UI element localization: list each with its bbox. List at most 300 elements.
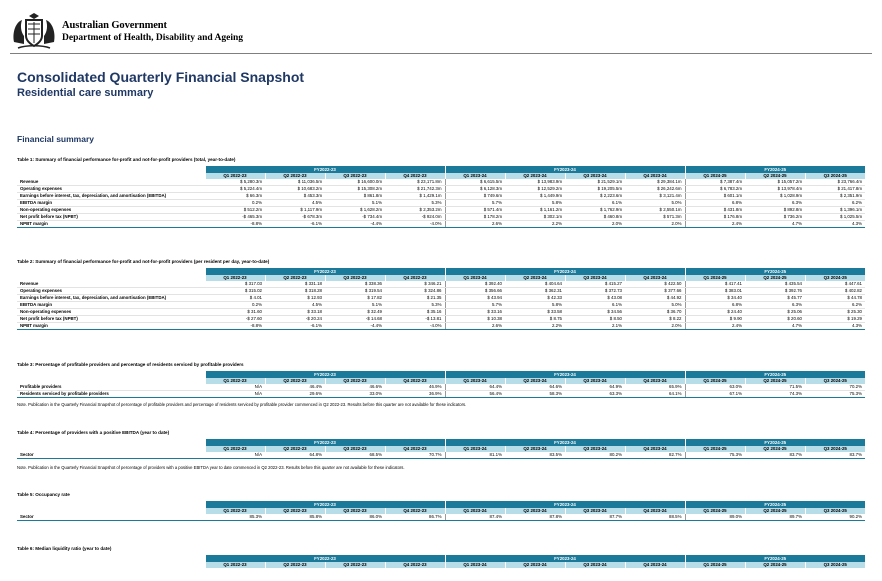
table-cell: $ 5,280.3m [205,179,265,186]
table-cell: 75.3% [685,452,745,459]
table-cell: -$ 13.81 [385,316,445,323]
table-cell: 6.1% [565,302,625,309]
table-cell: $ 1,396.1m [805,207,865,214]
table-cell: $ 377.66 [625,288,685,295]
table-cell: -8.8% [205,323,265,330]
table-2 [17,268,865,330]
quarter-header: Q3 2022-23 [325,275,385,281]
table-cell: 85.3% [205,514,265,521]
table-cell: 4.7% [745,323,805,330]
table-cell: $ 571.4m [445,207,505,214]
table-cell: $ 404.64 [505,281,565,288]
fiscal-year-header: FY2024-25 [685,501,865,508]
quarter-header: Q3 2023-24 [565,275,625,281]
quarter-header: Q1 2023-24 [445,446,505,452]
table-cell: $ 362.31 [505,288,565,295]
table-cell: $ 356.66 [445,288,505,295]
row-label: Earnings before interest, tax, depreciation, and amortisation (EBITDA) [17,295,205,302]
table-row [17,452,865,459]
table-cell: $ 11,036.5m [265,179,325,186]
fiscal-year-header: FY2022-23 [205,501,445,508]
quarter-header: Q1 2022-23 [205,275,265,281]
table-cell: $ 302.1m [505,214,565,221]
table-cell: $ 4.01 [205,295,265,302]
table-cell: -6.1% [265,323,325,330]
table-2-caption: Table 2: Summary of financial performance for-profit and not-for-profit providers (per resident per day, year-to-date) [17,259,270,264]
table-cell: $ 43.08 [565,295,625,302]
quarter-header: Q2 2024-25 [745,446,805,452]
table-cell: -$ 27.60 [205,316,265,323]
table-cell: $ 16,600.0m [325,179,385,186]
header-divider [10,53,872,54]
table-cell: 86.7% [385,514,445,521]
quarter-header: Q2 2023-24 [505,275,565,281]
quarter-header: Q1 2022-23 [205,562,265,568]
table-cell: 2.4% [685,323,745,330]
table-cell: -4.4% [325,221,385,228]
table-4 [17,439,865,459]
row-label: Non-operating expenses [17,309,205,316]
table-cell: $ 2,353.2m [385,207,445,214]
table-row [17,316,865,323]
table-cell: 88.5% [625,514,685,521]
table-cell: $ 33.16 [445,309,505,316]
quarter-header: Q4 2023-24 [625,562,685,568]
table-cell: 87.8% [505,514,565,521]
table-cell: 81.1% [445,452,505,459]
table-cell: N/A [205,384,265,391]
department-name: Department of Health, Disability and Ageing [62,33,244,43]
quarter-header: Q3 2023-24 [565,446,625,452]
row-label: Residents serviced by profitable providers [17,391,205,398]
table-cell: 63.3% [565,391,625,398]
page-title: Consolidated Quarterly Financial Snapshot [17,69,305,85]
page-subtitle: Residential care summary [17,87,154,99]
quarter-header: Q2 2023-24 [505,446,565,452]
row-label: Net profit before tax (NPBT) [17,214,205,221]
table-cell: $ 417.41 [685,281,745,288]
table-cell: $ 8.75 [505,316,565,323]
quarter-header: Q2 2022-23 [265,508,325,514]
table-cell: 6.8% [685,302,745,309]
government-name: Australian Government [62,20,167,31]
table-cell: 63.0% [685,384,745,391]
fiscal-year-header: FY2023-24 [445,439,685,446]
fiscal-year-header: FY2023-24 [445,501,685,508]
fiscal-year-header: FY2024-25 [685,268,865,275]
table-cell: 80.2% [565,452,625,459]
table-cell: -8.8% [205,221,265,228]
quarter-header: Q1 2023-24 [445,173,505,179]
table-cell: 5.0% [625,200,685,207]
row-label: Operating expenses [17,288,205,295]
table-cell: $ 176.8m [685,214,745,221]
quarter-header: Q2 2022-23 [265,173,325,179]
table-row [17,214,865,221]
table-cell: $ 10,683.2m [265,186,325,193]
table-cell: $ 8.50 [565,316,625,323]
table-cell: 36.9% [385,391,445,398]
table-3-note: Note. Publication in the Quarterly Financial Snapshot of percentage of profitable providers and percentage of residents serviced by profitable provider commenced in Q2 2022-23. Results before this quarter are not available for these indicators. [17,402,467,407]
table-cell: 56.4% [445,391,505,398]
quarter-header: Q4 2023-24 [625,378,685,384]
table-cell: 6.3% [745,200,805,207]
table-cell: 85.8% [265,514,325,521]
table-cell: 86.0% [325,514,385,521]
fiscal-year-header: FY2022-23 [205,555,445,562]
table-cell: $ 1,762.9m [565,207,625,214]
table-cell: $ 32.49 [325,309,385,316]
table-cell: $ 42.33 [505,295,565,302]
table-cell: $ 35.16 [385,309,445,316]
table-cell: $ 460.8m [565,214,625,221]
fiscal-year-header: FY2023-24 [445,268,685,275]
table-5 [17,501,865,521]
table-cell: $ 36.70 [625,309,685,316]
fiscal-year-header: FY2023-24 [445,371,685,378]
quarter-header: Q1 2022-23 [205,508,265,514]
fiscal-year-header: FY2023-24 [445,166,685,173]
table-cell: 5.3% [385,302,445,309]
table-cell: $ 26,242.6m [625,186,685,193]
table-cell: $ 33.58 [505,309,565,316]
table-cell: 64.1% [625,391,685,398]
table-cell: $ 1,161.2m [505,207,565,214]
table-cell: 74.3% [745,391,805,398]
table-cell: 33.0% [325,391,385,398]
quarter-header: Q3 2024-25 [805,173,865,179]
table-cell: 4.5% [265,302,325,309]
table-cell: 29.6% [265,391,325,398]
quarter-header: Q4 2022-23 [385,508,445,514]
table-cell: $ 2,351.9m [805,193,865,200]
row-label: Sector [17,452,205,459]
table-cell: 64.6% [505,384,565,391]
quarter-header: Q2 2023-24 [505,378,565,384]
table-cell: $ 33.18 [265,309,325,316]
fiscal-year-header: FY2023-24 [445,555,685,562]
table-cell: -6.1% [265,221,325,228]
table-5-caption: Table 5: Occupancy rate [17,492,70,497]
table-cell: -4.0% [385,323,445,330]
quarter-header: Q1 2024-25 [685,275,745,281]
table-cell: $ 15,308.2m [325,186,385,193]
table-4-note: Note. Publication in the Quarterly Financial Snapshot of percentage of providers with a positive EBITDA year to date commenced in Q2 2022-23. Results before this quarter are not available for these indicators. [17,465,405,470]
table-cell: $ 19.29 [805,316,865,323]
table-cell: -$ 20.24 [265,316,325,323]
row-label: Operating expenses [17,186,205,193]
quarter-header: Q3 2023-24 [565,508,625,514]
quarter-header: Q4 2023-24 [625,275,685,281]
table-cell: $ 331.18 [265,281,325,288]
table-cell: -4.0% [385,221,445,228]
quarter-header: Q1 2023-24 [445,275,505,281]
table-cell: 5.8% [505,200,565,207]
quarter-header: Q1 2022-23 [205,378,265,384]
table-cell: 2.2% [505,323,565,330]
row-label: Revenue [17,281,205,288]
quarter-header: Q1 2024-25 [685,173,745,179]
table-cell: -$ 678.3m [265,214,325,221]
table-3 [17,371,865,398]
table-cell: 58.3% [505,391,565,398]
table-cell: $ 20.60 [745,316,805,323]
section-heading: Financial summary [17,134,95,144]
table-cell: 83.5% [505,452,565,459]
fiscal-year-header-row [17,268,865,275]
quarter-header: Q3 2022-23 [325,378,385,384]
table-cell: 2.0% [565,221,625,228]
table-cell: $ 5,224.4m [205,186,265,193]
table-cell: $ 25.30 [805,309,865,316]
quarter-header: Q1 2024-25 [685,378,745,384]
table-cell: $ 19,205.5m [565,186,625,193]
table-row [17,309,865,316]
quarter-header: Q3 2023-24 [565,562,625,568]
quarter-header: Q3 2024-25 [805,378,865,384]
table-cell: 2.6% [445,323,505,330]
quarter-header: Q2 2024-25 [745,562,805,568]
table-row [17,193,865,200]
quarter-header: Q2 2024-25 [745,508,805,514]
quarter-header: Q2 2024-25 [745,378,805,384]
table-row [17,323,865,330]
table-cell: $ 324.86 [385,288,445,295]
quarter-header: Q4 2022-23 [385,446,445,452]
table-cell: 89.0% [685,514,745,521]
table-cell: $ 29,384.1m [625,179,685,186]
table-1-caption: Table 1: Summary of financial performance for-profit and not-for-profit providers (total, year-to-date) [17,157,236,162]
fiscal-year-header-row [17,501,865,508]
quarter-header: Q3 2022-23 [325,508,385,514]
quarter-header: Q1 2023-24 [445,508,505,514]
quarter-header: Q1 2023-24 [445,562,505,568]
table-cell: -$ 924.0m [385,214,445,221]
quarter-header: Q1 2022-23 [205,173,265,179]
table-cell: $ 9.90 [685,316,745,323]
fiscal-year-header: FY2022-23 [205,371,445,378]
table-cell: $ 512.2m [205,207,265,214]
table-cell: 5.1% [325,200,385,207]
table-cell: 70.2% [805,384,865,391]
table-cell: 2.4% [685,221,745,228]
row-label: Profitable providers [17,384,205,391]
table-cell: $ 571.3m [625,214,685,221]
table-cell: 68.5% [325,452,385,459]
table-cell: $ 2,223.6m [565,193,625,200]
table-cell: $ 8.22 [625,316,685,323]
fiscal-year-header: FY2022-23 [205,268,445,275]
quarter-header: Q4 2023-24 [625,508,685,514]
row-label: Non-operating expenses [17,207,205,214]
quarter-header: Q1 2022-23 [205,446,265,452]
table-row [17,514,865,521]
table-cell: 5.1% [325,302,385,309]
table-cell: 6.2% [805,302,865,309]
table-cell: 46.6% [325,384,385,391]
table-cell: $ 861.8m [325,193,385,200]
table-3-caption: Table 3: Percentage of profitable providers and percentage of residents serviced by profitable providers [17,362,244,367]
table-cell: 71.5% [745,384,805,391]
table-cell: 64.8% [265,452,325,459]
table-cell: 4.3% [805,323,865,330]
table-cell: $ 21.35 [385,295,445,302]
row-label: NPBT margin [17,323,205,330]
quarter-header-row [17,562,865,568]
table-row [17,391,865,398]
quarter-header: Q2 2022-23 [265,378,325,384]
quarter-header: Q2 2024-25 [745,173,805,179]
table-cell: $ 21,529.1m [565,179,625,186]
quarter-header: Q4 2023-24 [625,446,685,452]
table-cell: 6.2% [805,200,865,207]
table-cell: $ 3,121.4m [625,193,685,200]
quarter-header: Q1 2024-25 [685,562,745,568]
quarter-header: Q2 2022-23 [265,446,325,452]
table-cell: $ 43.94 [445,295,505,302]
table-cell: $ 319.54 [325,288,385,295]
table-cell: 6.3% [745,302,805,309]
table-cell: $ 10.38 [445,316,505,323]
table-cell: 64.4% [445,384,505,391]
table-cell: $ 317.03 [205,281,265,288]
table-cell: $ 12.93 [265,295,325,302]
table-cell: $ 453.3m [265,193,325,200]
fiscal-year-header: FY2024-25 [685,371,865,378]
quarter-header: Q3 2023-24 [565,173,625,179]
quarter-header: Q2 2022-23 [265,275,325,281]
table-cell: $ 31.60 [205,309,265,316]
table-cell: N/A [205,452,265,459]
fiscal-year-header: FY2022-23 [205,166,445,173]
table-cell: $ 318.28 [265,288,325,295]
quarter-header: Q3 2024-25 [805,446,865,452]
table-cell: 4.3% [805,221,865,228]
table-row [17,186,865,193]
quarter-header: Q4 2022-23 [385,562,445,568]
table-cell: 65.9% [625,384,685,391]
table-6 [17,555,865,568]
row-label: Sector [17,514,205,521]
table-cell: $ 447.61 [805,281,865,288]
quarter-header: Q3 2024-25 [805,508,865,514]
table-cell: $ 44.78 [805,295,865,302]
table-cell: 0.2% [205,200,265,207]
table-cell: $ 45.77 [745,295,805,302]
table-cell: $ 346.21 [385,281,445,288]
table-cell: 83.7% [745,452,805,459]
table-cell: 0.2% [205,302,265,309]
table-cell: -$ 465.3m [205,214,265,221]
table-cell: $ 13,983.9m [505,179,565,186]
table-cell: $ 601.1m [685,193,745,200]
row-label: Net profit before tax (NPBT) [17,316,205,323]
table-cell: -$ 734.4m [325,214,385,221]
table-row [17,288,865,295]
table-6-caption: Table 6: Median liquidity ratio (year to date) [17,546,112,551]
quarter-header: Q2 2022-23 [265,562,325,568]
quarter-header: Q4 2022-23 [385,275,445,281]
table-row [17,302,865,309]
table-cell: $ 21,742.3m [385,186,445,193]
row-label: Revenue [17,179,205,186]
table-cell: 83.7% [805,452,865,459]
table-cell: 75.3% [805,391,865,398]
table-cell: $ 23,171.8m [385,179,445,186]
quarter-header: Q3 2024-25 [805,275,865,281]
table-cell: $ 415.27 [565,281,625,288]
row-label: EBITDA margin [17,200,205,207]
table-cell: 4.7% [745,221,805,228]
table-cell: 70.7% [385,452,445,459]
table-cell: $ 178.2m [445,214,505,221]
table-cell: 89.7% [745,514,805,521]
table-cell: $ 338.36 [325,281,385,288]
table-cell: 64.9% [565,384,625,391]
table-cell: $ 315.02 [205,288,265,295]
table-cell: $ 25.06 [745,309,805,316]
row-label: Earnings before interest, tax, depreciation, and amortisation (EBITDA) [17,193,205,200]
table-cell: 5.8% [505,302,565,309]
table-cell: -$ 14.68 [325,316,385,323]
table-cell: 46.9% [385,384,445,391]
table-cell: $ 6,783.2m [685,186,745,193]
table-cell: $ 892.8m [745,207,805,214]
fiscal-year-header-row [17,166,865,173]
table-4-caption: Table 4: Percentage of providers with a positive EBITDA (year to date) [17,430,170,435]
table-cell: $ 392.40 [445,281,505,288]
table-cell: $ 392.76 [745,288,805,295]
table-row [17,200,865,207]
table-cell: $ 1,117.9m [265,207,325,214]
quarter-header: Q4 2022-23 [385,173,445,179]
table-cell: 2.0% [625,323,685,330]
fiscal-year-header-row [17,555,865,562]
table-cell: $ 34.40 [685,295,745,302]
table-cell: 5.3% [385,200,445,207]
fiscal-year-header: FY2024-25 [685,439,865,446]
fiscal-year-header-row [17,371,865,378]
table-cell: $ 435.54 [745,281,805,288]
table-row [17,221,865,228]
table-cell: $ 422.50 [625,281,685,288]
quarter-header: Q2 2023-24 [505,173,565,179]
quarter-header: Q2 2024-25 [745,275,805,281]
table-cell: $ 66.3m [205,193,265,200]
table-cell: 2.0% [625,221,685,228]
quarter-header: Q1 2023-24 [445,378,505,384]
table-cell: 2.2% [505,221,565,228]
table-cell: $ 402.82 [805,288,865,295]
table-cell: 2.1% [565,323,625,330]
table-cell: -4.4% [325,323,385,330]
quarter-header: Q1 2024-25 [685,508,745,514]
fiscal-year-header: FY2022-23 [205,439,445,446]
row-label: EBITDA margin [17,302,205,309]
table-cell: 6.1% [565,200,625,207]
table-cell: 67.1% [685,391,745,398]
table-cell: $ 1,449.9m [505,193,565,200]
table-cell: 90.2% [805,514,865,521]
table-cell: $ 21,417.8m [805,186,865,193]
table-cell: $ 736.2m [745,214,805,221]
table-cell: $ 1,429.1m [385,193,445,200]
table-cell: 87.4% [445,514,505,521]
quarter-header: Q1 2024-25 [685,446,745,452]
table-cell: $ 24.40 [685,309,745,316]
fiscal-year-header-row [17,439,865,446]
table-cell: 5.0% [625,302,685,309]
